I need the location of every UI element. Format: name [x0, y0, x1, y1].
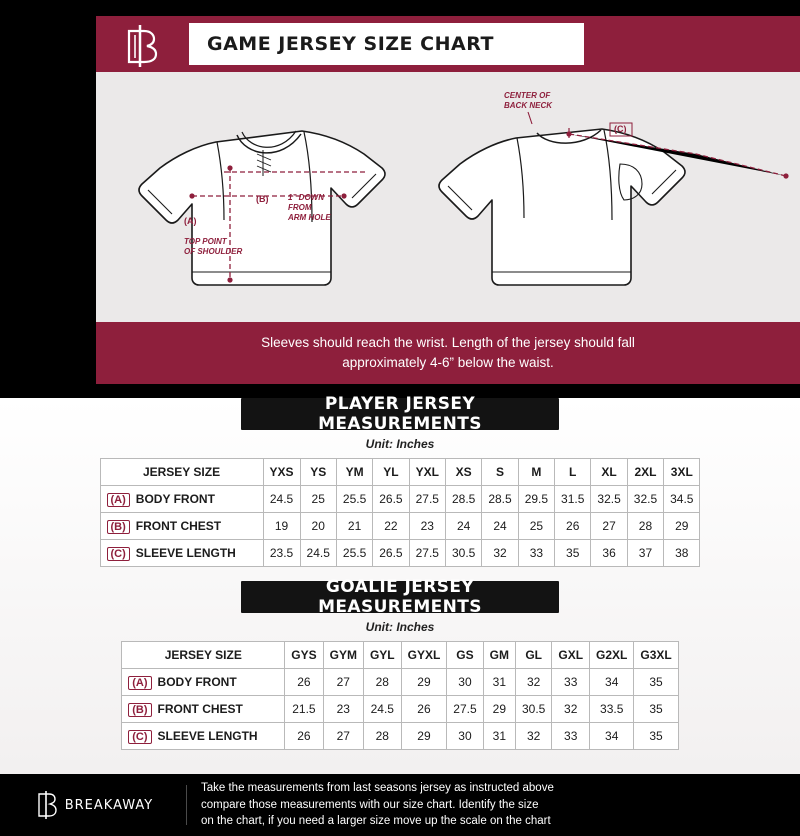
player-cell-2-6: 32: [482, 540, 518, 567]
player-cell-1-4: 23: [409, 513, 445, 540]
goalie-cell-0-4: 30: [447, 669, 483, 696]
footer-divider: [186, 785, 187, 825]
jersey-diagram-section: [0, 72, 800, 322]
page-footer: [0, 774, 800, 836]
player-cell-0-8: 31.5: [555, 486, 591, 513]
goalie-cell-2-2: 28: [363, 723, 401, 750]
goalie-cell-0-5: 31: [483, 669, 515, 696]
player-size-header-m: M: [518, 459, 554, 486]
center-back-neck-label-line2: BACK NECK: [504, 101, 552, 110]
goalie-cell-0-2: 28: [363, 669, 401, 696]
player-cell-2-5: 30.5: [445, 540, 481, 567]
player-cell-1-2: 21: [336, 513, 372, 540]
player-row-label-2: (C) SLEEVE LENGTH: [100, 540, 263, 567]
goalie-cell-2-1: 27: [323, 723, 363, 750]
arm-hole-label-line3: ARM HOLE: [288, 213, 331, 222]
table-row: [100, 540, 700, 567]
back-marker-c: (C): [614, 124, 627, 134]
player-section-banner: [241, 394, 559, 434]
goalie-size-header-cell: JERSEY SIZE: [122, 642, 285, 669]
table-row: [100, 513, 700, 540]
goalie-size-header-gyxl: GYXL: [401, 642, 447, 669]
goalie-size-header-gm: GM: [483, 642, 515, 669]
footer-brand: [0, 790, 186, 820]
player-cell-2-9: 36: [591, 540, 627, 567]
goalie-size-header-gyl: GYL: [363, 642, 401, 669]
player-size-header-ys: YS: [300, 459, 336, 486]
player-cell-0-6: 28.5: [482, 486, 518, 513]
notebar-left-black-bar: [0, 322, 96, 384]
player-cell-2-11: 38: [664, 540, 700, 567]
goalie-cell-2-3: 29: [401, 723, 447, 750]
goalie-row-label-0: (A) BODY FRONT: [122, 669, 285, 696]
footer-brand-label: BREAKAWAY: [64, 797, 154, 813]
goalie-section: [0, 577, 800, 750]
footer-instructions: [201, 780, 800, 830]
row-tag-badge: (B): [107, 520, 130, 534]
player-row-label-1: (B) FRONT CHEST: [100, 513, 263, 540]
player-size-header-2xl: 2XL: [627, 459, 663, 486]
player-cell-1-1: 20: [300, 513, 336, 540]
footer-line-3: on the chart, if you need a larger size move up the scale on the chart: [201, 815, 551, 828]
goalie-cell-1-1: 23: [323, 696, 363, 723]
row-tag-badge: (A): [128, 676, 151, 690]
player-unit-label: Unit: Inches: [365, 437, 435, 451]
header-title-plate: [189, 23, 584, 65]
player-cell-0-9: 32.5: [591, 486, 627, 513]
row-tag-badge: (C): [107, 547, 130, 561]
goalie-cell-0-1: 27: [323, 669, 363, 696]
row-tag-badge: (C): [128, 730, 151, 744]
player-cell-0-4: 27.5: [409, 486, 445, 513]
breakaway-b-logo-icon: [110, 22, 170, 70]
arm-hole-label-line1: 1” DOWN: [288, 193, 324, 202]
footer-line-2: compare those measurements with our size chart. Identify the size: [201, 798, 539, 811]
front-marker-b: (B): [256, 194, 269, 204]
goalie-cell-0-0: 26: [285, 669, 323, 696]
player-section: [0, 394, 800, 567]
goalie-size-header-gl: GL: [516, 642, 552, 669]
goalie-cell-1-9: 35: [634, 696, 678, 723]
player-cell-1-5: 24: [445, 513, 481, 540]
goalie-cell-0-3: 29: [401, 669, 447, 696]
goalie-cell-2-7: 33: [552, 723, 590, 750]
goalie-row-label-1: (B) FRONT CHEST: [122, 696, 285, 723]
player-size-header-xs: XS: [445, 459, 481, 486]
player-cell-0-2: 25.5: [336, 486, 372, 513]
player-size-header-yxl: YXL: [409, 459, 445, 486]
row-tag-badge: (B): [128, 703, 151, 717]
goalie-cell-0-6: 32: [516, 669, 552, 696]
goalie-cell-2-4: 30: [447, 723, 483, 750]
goalie-cell-2-0: 26: [285, 723, 323, 750]
page-title: GAME JERSEY SIZE CHART: [207, 33, 494, 55]
row-tag-badge: (A): [107, 493, 130, 507]
player-cell-1-0: 19: [263, 513, 300, 540]
goalie-size-header-gym: GYM: [323, 642, 363, 669]
player-banner-label: PLAYER JERSEY MEASUREMENTS: [318, 394, 482, 434]
arm-hole-label-line2: FROM: [288, 203, 312, 212]
player-cell-1-9: 27: [591, 513, 627, 540]
diagram-left-black-bar: [0, 72, 96, 322]
goalie-cell-2-8: 34: [590, 723, 634, 750]
goalie-row-label-2: (C) SLEEVE LENGTH: [122, 723, 285, 750]
player-cell-1-7: 25: [518, 513, 554, 540]
player-cell-1-6: 24: [482, 513, 518, 540]
goalie-unit-label: Unit: Inches: [365, 620, 435, 634]
goalie-cell-0-9: 35: [634, 669, 678, 696]
player-cell-1-8: 26: [555, 513, 591, 540]
note-line-1: Sleeves should reach the wrist. Length of the jersey should fall: [261, 335, 635, 351]
player-cell-1-10: 28: [627, 513, 663, 540]
goalie-cell-1-0: 21.5: [285, 696, 323, 723]
center-back-neck-label-line1: CENTER OF: [504, 91, 551, 100]
goalie-section-banner: [241, 577, 559, 617]
player-size-header-ym: YM: [336, 459, 372, 486]
player-cell-2-0: 23.5: [263, 540, 300, 567]
goalie-cell-1-3: 26: [401, 696, 447, 723]
player-measurements-table: [100, 458, 701, 567]
player-cell-1-11: 29: [664, 513, 700, 540]
player-size-header-yxs: YXS: [263, 459, 300, 486]
goalie-cell-1-6: 30.5: [516, 696, 552, 723]
player-cell-1-3: 22: [373, 513, 409, 540]
measurements-content: [0, 394, 800, 774]
table-row: [122, 696, 678, 723]
jersey-diagram: [96, 72, 800, 322]
player-row-label-0: (A) BODY FRONT: [100, 486, 263, 513]
goalie-banner-label: GOALIE JERSEY MEASUREMENTS: [318, 577, 482, 617]
table-row: [122, 723, 678, 750]
breakaway-b-logo-icon-small: [33, 790, 59, 820]
player-cell-0-3: 26.5: [373, 486, 409, 513]
goalie-cell-2-9: 35: [634, 723, 678, 750]
player-cell-2-3: 26.5: [373, 540, 409, 567]
player-cell-2-1: 24.5: [300, 540, 336, 567]
goalie-size-header-g3xl: G3XL: [634, 642, 678, 669]
goalie-cell-1-5: 29: [483, 696, 515, 723]
goalie-size-header-gxl: GXL: [552, 642, 590, 669]
player-cell-0-10: 32.5: [627, 486, 663, 513]
goalie-size-header-g2xl: G2XL: [590, 642, 634, 669]
top-point-label-line1: TOP POINT: [184, 237, 227, 246]
goalie-cell-1-8: 33.5: [590, 696, 634, 723]
player-cell-2-7: 33: [518, 540, 554, 567]
player-cell-2-8: 35: [555, 540, 591, 567]
goalie-size-header-gys: GYS: [285, 642, 323, 669]
goalie-table-header-row: [122, 642, 678, 669]
front-marker-a: (A): [184, 216, 197, 226]
player-cell-0-0: 24.5: [263, 486, 300, 513]
table-row: [122, 669, 678, 696]
goalie-cell-0-7: 33: [552, 669, 590, 696]
player-cell-0-11: 34.5: [664, 486, 700, 513]
note-bar: [96, 322, 800, 384]
top-point-label-line2: OF SHOULDER: [184, 247, 243, 256]
table-row: [100, 486, 700, 513]
player-cell-0-5: 28.5: [445, 486, 481, 513]
player-size-header-xl: XL: [591, 459, 627, 486]
player-cell-0-7: 29.5: [518, 486, 554, 513]
goalie-cell-0-8: 34: [590, 669, 634, 696]
goalie-size-header-gs: GS: [447, 642, 483, 669]
player-size-header-l: L: [555, 459, 591, 486]
page-header: [0, 0, 800, 72]
player-size-header-cell: JERSEY SIZE: [100, 459, 263, 486]
player-cell-2-2: 25.5: [336, 540, 372, 567]
player-table-header-row: [100, 459, 700, 486]
player-cell-2-10: 37: [627, 540, 663, 567]
player-size-header-3xl: 3XL: [664, 459, 700, 486]
player-cell-0-1: 25: [300, 486, 336, 513]
note-line-2: approximately 4-6” below the waist.: [342, 355, 554, 370]
player-size-header-s: S: [482, 459, 518, 486]
goalie-cell-1-7: 32: [552, 696, 590, 723]
goalie-measurements-table: [121, 641, 678, 750]
goalie-cell-2-6: 32: [516, 723, 552, 750]
goalie-cell-1-4: 27.5: [447, 696, 483, 723]
goalie-cell-1-2: 24.5: [363, 696, 401, 723]
goalie-cell-2-5: 31: [483, 723, 515, 750]
footer-line-1: Take the measurements from last seasons jersey as instructed above: [201, 781, 554, 794]
player-size-header-yl: YL: [373, 459, 409, 486]
player-cell-2-4: 27.5: [409, 540, 445, 567]
